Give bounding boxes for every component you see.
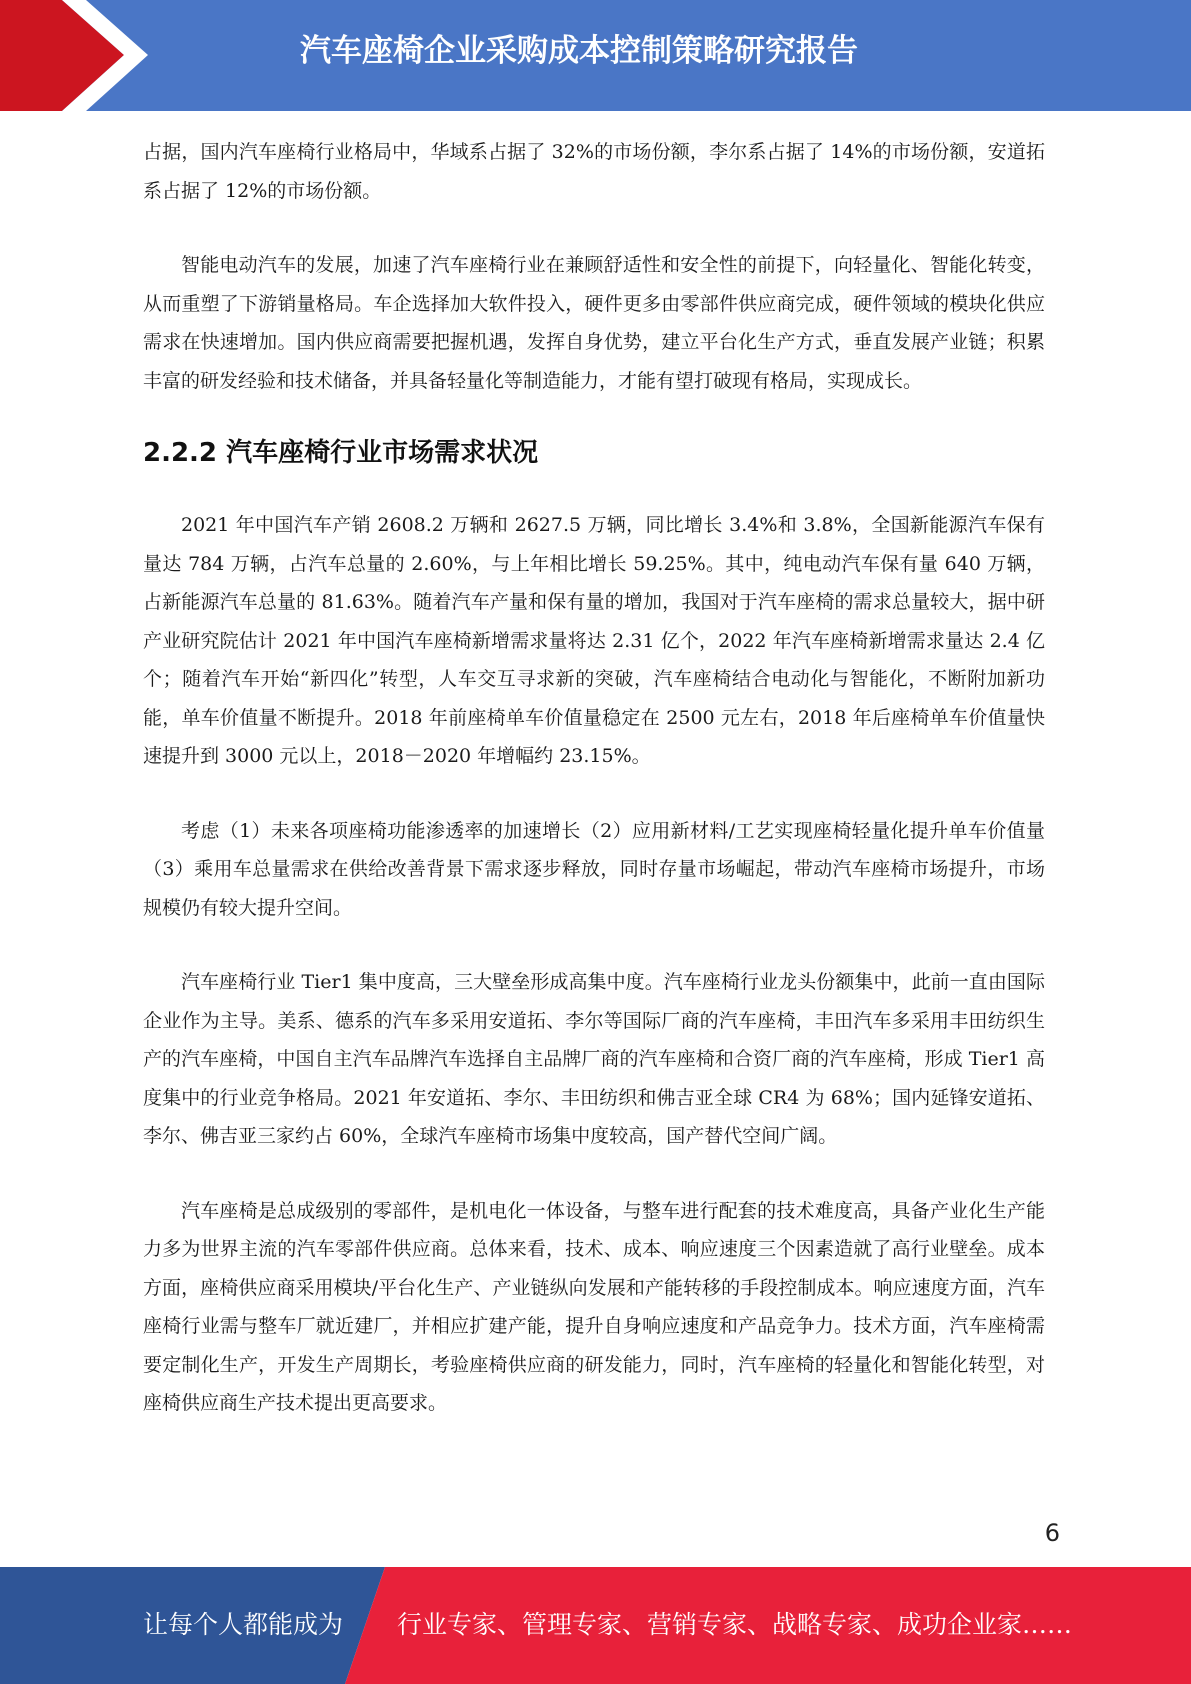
footer-slogan-right: 行业专家、管理专家、营销专家、战略专家、成功企业家…… bbox=[397, 1610, 1073, 1639]
section-heading: 2.2.2 汽车座椅行业市场需求状况 bbox=[143, 438, 539, 468]
page-footer bbox=[0, 1567, 1191, 1684]
paragraph-demand-data: 2021 年中国汽车产销 2608.2 万辆和 2627.5 万辆，同比增长 3.4%和 3.8%，全国新能源汽车保有量达 784 万辆，占汽车总量的 2.60%，与上年相比增长 59.25%。其中，纯电动汽车保有量 640 万辆，占新能源汽车总量的 81.63%。随着汽车产量和保有量的增加，我国对于汽车座椅的需求总量较大，据中研产业研究院估计 2021 年中国汽车座椅新增需求量将达 2.31 亿个，2022 年汽车座椅新增需求量达 2.4 亿个；随着汽车开始“新四化”转型，人车交互寻求新的突破，汽车座椅结合电动化与智能化，不断附加新功能，单车价值量不断提升。2018 年前座椅单车价值量稳定在 2500 元左右，2018 年后座椅单车价值量快速提升到 3000 元以上，2018－2020 年增幅约 23.15%。 bbox=[143, 514, 1045, 767]
header-arrow-graphic bbox=[0, 0, 300, 111]
paragraph-growth-factors: 考虑（1）未来各项座椅功能渗透率的加速增长（2）应用新材料/工艺实现座椅轻量化提升单车价值量（3）乘用车总量需求在供给改善背景下需求逐步释放，同时存量市场崛起，带动汽车座椅市场提升，市场规模仍有较大提升空间。 bbox=[143, 819, 1045, 919]
paragraph-smart-ev: 智能电动汽车的发展，加速了汽车座椅行业在兼顾舒适性和安全性的前提下，向轻量化、智能化转变，从而重塑了下游销量格局。车企选择加大软件投入，硬件更多由零部件供应商完成，硬件领域的模块化供应需求在快速增加。国内供应商需要把握机遇，发挥自身优势，建立平台化生产方式，垂直发展产业链；积累丰富的研发经验和技术储备，并具备轻量化等制造能力，才能有望打破现有格局，实现成长。 bbox=[143, 254, 1045, 392]
page-header bbox=[0, 0, 1191, 111]
paragraph-market-share: 占据，国内汽车座椅行业格局中，华域系占据了 32%的市场份额，李尔系占据了 14%的市场份额，安道拓系占据了 12%的市场份额。 bbox=[143, 141, 1045, 202]
report-title: 汽车座椅企业采购成本控制策略研究报告 bbox=[300, 33, 858, 69]
page-number: 6 bbox=[1044, 1519, 1060, 1547]
footer-slogan-left: 让每个人都能成为 bbox=[143, 1610, 344, 1639]
main-content bbox=[143, 133, 1045, 1423]
paragraph-industry-barriers: 汽车座椅是总成级别的零部件，是机电化一体设备，与整车进行配套的技术难度高，具备产业化生产能力多为世界主流的汽车零部件供应商。总体来看，技术、成本、响应速度三个因素造就了高行业壁垒。成本方面，座椅供应商采用模块/平台化生产、产业链纵向发展和产能转移的手段控制成本。响应速度方面，汽车座椅行业需与整车厂就近建厂，并相应扩建产能，提升自身响应速度和产品竞争力。技术方面，汽车座椅需要定制化生产，开发生产周期长，考验座椅供应商的研发能力，同时，汽车座椅的轻量化和智能化转型，对座椅供应商生产技术提出更高要求。 bbox=[143, 1199, 1045, 1414]
paragraph-tier1-concentration: 汽车座椅行业 Tier1 集中度高，三大壁垒形成高集中度。汽车座椅行业龙头份额集中，此前一直由国际企业作为主导。美系、德系的汽车多采用安道拓、李尔等国际厂商的汽车座椅，丰田汽车多采用丰田纺织生产的汽车座椅，中国自主汽车品牌汽车选择自主品牌厂商的汽车座椅和合资厂商的汽车座椅，形成 Tier1 高度集中的行业竞争格局。2021 年安道拓、李尔、丰田纺织和佛吉亚全球 CR4 为 68%；国内延锋安道拓、李尔、佛吉亚三家约占 60%，全球汽车座椅市场集中度较高，国产替代空间广阔。 bbox=[143, 971, 1045, 1147]
